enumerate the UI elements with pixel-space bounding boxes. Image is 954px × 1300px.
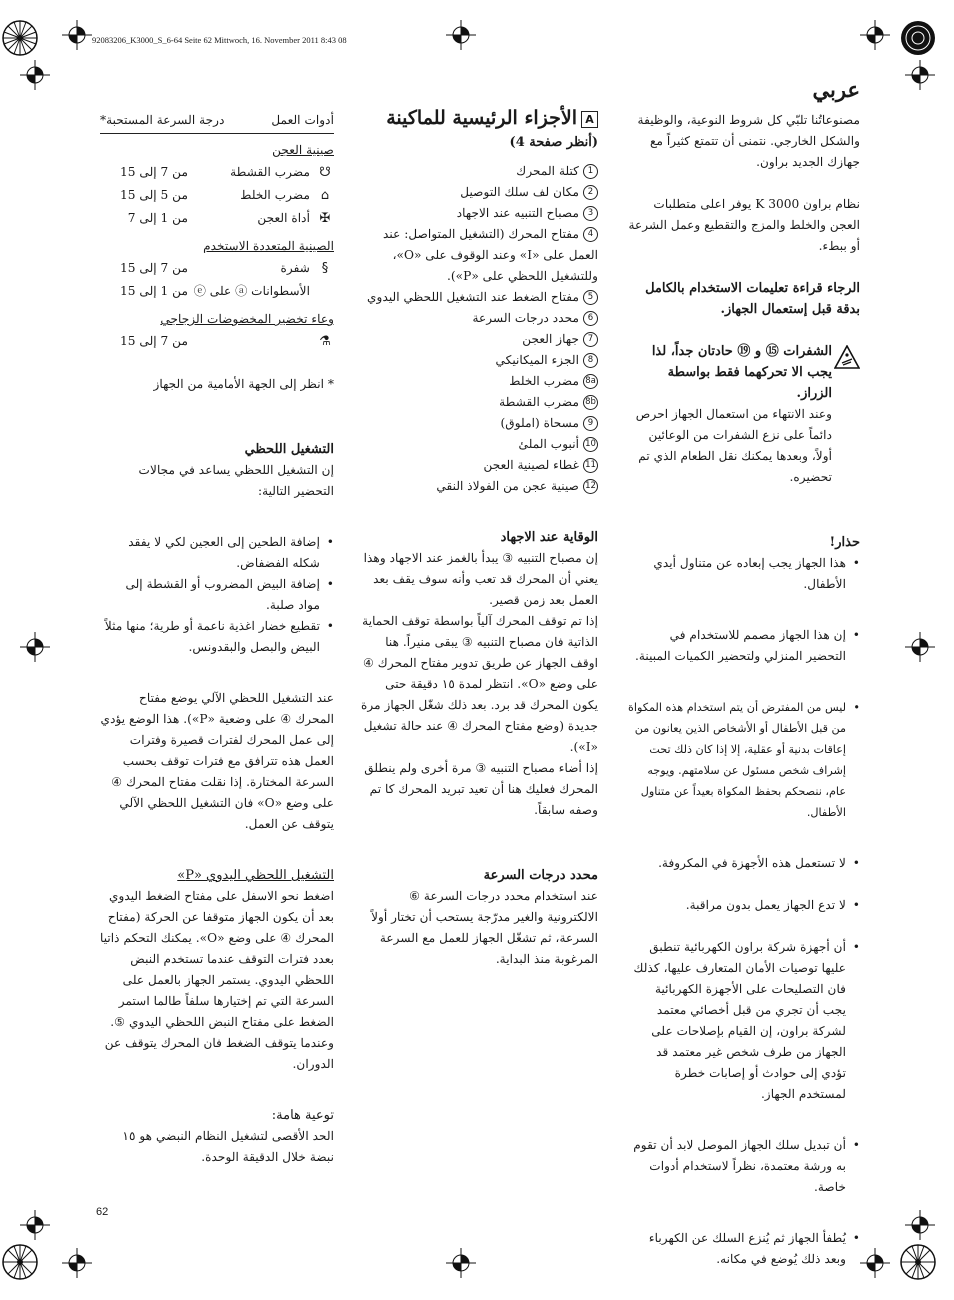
crosshair-mark-right-3 — [905, 1210, 935, 1240]
speed-table-header — [100, 110, 334, 134]
table-section-title: صينية العجن — [272, 143, 334, 157]
registration-mark-top-right — [898, 18, 938, 58]
table-section-title: وعاء تخضير المخضوضات الزجاجي — [160, 312, 334, 326]
speed-heading: محدد درجات السرعة — [483, 868, 598, 883]
pulse-intro: إن التشغيل اللحظي يساعد في مجالات التحضير التالية: — [138, 463, 334, 498]
part-number: 8b — [583, 395, 598, 410]
part-number: 9 — [583, 416, 598, 431]
page-number: 62 — [96, 1206, 109, 1218]
pulse-heading: التشغيل اللحظي — [244, 442, 334, 457]
language-title: عربي — [812, 77, 860, 102]
whisk-icon: ☋ — [319, 165, 331, 180]
table-row — [100, 330, 334, 353]
part-label: كتلة المحرك — [516, 164, 579, 178]
tool-name: مضرب القشطة — [230, 165, 310, 179]
crosshair-mark-bottom-3 — [860, 1248, 890, 1278]
blade-icon: § — [321, 261, 329, 276]
part-item — [360, 392, 598, 413]
speed-paragraph: عند استخدام محدد درجات السرعة ⑥ الالكترونية والغير مدرّجة يستحب أن تختار أولاً السرعة، ثم تشغّل الجهاز للعمل مع السرعة المرغوبة منذ البداية. — [371, 889, 598, 966]
table-row — [100, 257, 334, 280]
dough-hook-icon: ✠ — [319, 211, 331, 226]
tool-name: مضرب الخلط — [240, 188, 310, 202]
pulse-bullet: • إضافة الطحين إلى العجين لكي لا يفقد شكله الفضفاض. — [100, 532, 334, 574]
part-label: مفتاح الضغط عند التشغيل اللحظي اليدوي — [367, 290, 579, 304]
caution-bullet: • هذا الجهاز يجب إبعاده عن متناول أيدي الأطفال. — [628, 553, 860, 595]
part-item — [360, 455, 598, 476]
part-label: غطاء لصينية العجن — [483, 458, 579, 472]
left-column — [100, 110, 334, 1168]
part-item — [360, 476, 598, 497]
crosshair-mark-right-2 — [905, 632, 935, 662]
crosshair-mark-left-3 — [20, 1210, 50, 1240]
warning-triangle-icon — [834, 345, 860, 369]
speed-range: من 7 إلى 15 — [120, 165, 188, 179]
speed-range: من 7 إلى 15 — [120, 261, 188, 275]
note-paragraph: الحد الأقصى لتشغيل النظام النبضي هو ١٥ نبضة خلال الدقيقة الوحدة. — [122, 1129, 334, 1164]
part-label: مسحاة (املوق) — [500, 416, 579, 430]
part-item — [360, 434, 598, 455]
part-label: جهاز العجن — [522, 332, 579, 346]
part-item — [360, 224, 598, 287]
part-label: مضرب القشطة — [499, 395, 579, 409]
part-label: محدد درجات السرعة — [472, 311, 579, 325]
caution-bullet: • أن أجهزة شركة براون الكهربائية تنطبق عليها توصيات الأمان المتعارف عليها، كذلك فان التصليحات على الأجهزة الكهربائية يجب أن تجري من قبل أخصائي معتمد لشركة براون، إن القيام بإصلاحات على الجهاز من طرف شخص غير معتمد قد تؤدي إلى حوادث أو إصابات خطرة لمستخدم الجهاز. — [628, 937, 860, 1105]
table-section-title: الصينية المتعددة الاستخدم — [203, 239, 334, 253]
crosshair-mark-left-1 — [20, 60, 50, 90]
registration-mark-top-left — [0, 18, 40, 58]
table-head-tool: أدوات العمل — [271, 113, 334, 127]
crosshair-mark-bottom-1 — [62, 1248, 92, 1278]
caution-bullet: • لا تستعمل هذه الأجهزة في المكروفة. — [628, 853, 860, 874]
blade-warning-bold: الشفرات ⑮ و ⑲ حادتان جداً، لذا يجب الا تحركهما فقط بواسطة الزراز. — [651, 344, 832, 401]
manual-pulse-paragraph: اضغط نحو الاسفل على مفتاح الضغط اليدوي بعد أن يكون الجهاز متوقفا عن الحركة (مفتاح المحرك ④ على وضع «O». يمكنك التحكم ذاتيا بعدد فترات التوقف عندما تستخدم النبض اللحظي اليدوي. يستمر الجهاز بالعمل على السرعة التي تم إختيارها سلفاً طالما استمر الضغط على مفتاح النبض اللحظي اليدوي ⑤. وعندما يتوقف الضغط فان المحرك يتوقف عن الدوران. — [99, 889, 334, 1071]
part-item — [360, 287, 598, 308]
speed-range: من 1 إلى 7 — [127, 211, 188, 225]
part-label: صينية عجن من الفولاذ النقي — [436, 479, 579, 493]
table-footnote: * انظر إلى الجهة الأمامية من الجهاز — [153, 377, 334, 391]
crosshair-mark-top-2 — [446, 20, 476, 50]
speed-range: من 7 إلى 15 — [120, 334, 188, 348]
speed-table — [100, 140, 334, 353]
part-item — [360, 161, 598, 182]
crosshair-mark-top-1 — [62, 20, 92, 50]
parts-figure-label: A — [581, 111, 598, 128]
tool-name: الأسطوانات ⓐ على ⓔ — [193, 284, 310, 298]
part-label: مصباح التنبيه عند الاجهاد — [456, 206, 579, 220]
note-heading: توعية هامة: — [271, 1108, 334, 1123]
table-row — [100, 207, 334, 230]
middle-column — [360, 104, 598, 970]
part-number: 1 — [583, 164, 598, 179]
blade-warning — [628, 341, 860, 488]
part-label: أنبوب الملئ — [518, 437, 579, 451]
overload-paragraph: إذا تم توقف المحرك آلياً بواسطة توقف الحماية الذاتية فان مصباح التنبيه ③ يبقى منيراً. هنا اوقف الجهاز عن طريق تدوير مفتاح المحرك ④ على وضع «O». انتظر لمدة ١٥ دقيقة حتى يكون المحرك قد برد. بعد ذلك شغّل الجهاز مرة جديدة (وضع مفتاح المحرك ④ عند حالة تشغيل «I»). — [360, 614, 598, 754]
caution-bullet: • ليس من المفترض أن يتم استخدام هذه المكواة من قبل الأطفال أو الأشخاص الذين يعانون من إعاقات بدنية أو عقلية، إلا إذا كان ذلك تحت إشراف شخص مسئول عن سلامتهم. ويوجه عام، ننصحكم بحفظ المكواة بعيداً عن متناول الأطفال. — [628, 697, 860, 823]
table-head-speed: درجة السرعة المستحبة* — [100, 113, 225, 127]
part-number: 7 — [583, 332, 598, 347]
part-number: 5 — [583, 290, 598, 305]
crosshair-mark-left-2 — [20, 632, 50, 662]
caution-bullet: • أن تبديل سلك الجهاز الموصل لابد أن تقوم به ورشة معتمدة، نظراً لاستخدام أدوات خاصة. — [628, 1135, 860, 1198]
intro-paragraph-2: نظام براون K 3000 يوفر اعلى متطلبات العجن والخلط والمزج والتقطيع وعمل الشرعة أو ببطء. — [628, 197, 860, 253]
part-label: مضرب الخلط — [509, 374, 579, 388]
part-number: 2 — [583, 185, 598, 200]
table-row — [100, 280, 334, 303]
blender-icon: ⚗ — [319, 334, 331, 349]
parts-title: Aالأجزاء الرئيسية للماكينة — [360, 104, 598, 132]
part-item — [360, 182, 598, 203]
caution-heading: حذار! — [829, 535, 860, 550]
right-column — [628, 76, 860, 1270]
part-number: 10 — [583, 437, 598, 452]
registration-mark-bottom-right — [898, 1242, 938, 1282]
pulse-bullet: • تقطيع خضار اغذية ناعمة أو طرية؛ منها مثلاً البيض والبصل والبقدونس. — [100, 616, 334, 658]
part-number: 11 — [583, 458, 598, 473]
part-number: 3 — [583, 206, 598, 221]
print-slug: 92083206_K3000_S_6-64 Seite 62 Mittwoch, 16. November 2011 8:43 08 — [92, 35, 347, 45]
part-number: 12 — [583, 479, 598, 494]
parts-subtitle: (أنظر صفحة 4) — [509, 135, 598, 150]
part-label: الجزء الميكانيكي — [495, 353, 579, 367]
speed-range: من 5 إلى 15 — [120, 188, 188, 202]
crosshair-mark-bottom-2 — [446, 1248, 476, 1278]
part-item — [360, 371, 598, 392]
tool-name: شفرة — [280, 261, 310, 275]
table-row — [100, 184, 334, 207]
pulse-bullet: • إضافة البيض المضروب أو القشطة إلى مواد صلبة. — [100, 574, 334, 616]
caution-bullet: • إن هذا الجهاز مصمم للاستخدام في التحضير المنزلي ولتحضير الكميات المبينة. — [628, 625, 860, 667]
table-row — [100, 161, 334, 184]
registration-mark-bottom-left — [0, 1242, 40, 1282]
tool-name: أداة العجن — [257, 211, 310, 225]
part-item — [360, 413, 598, 434]
crosshair-mark-top-3 — [860, 20, 890, 50]
caution-bullet: • لا تدع الجهاز يعمل بدون مراقبة. — [628, 895, 860, 916]
part-number: 6 — [583, 311, 598, 326]
speed-range: من 1 إلى 15 — [120, 284, 188, 298]
intro-paragraph-1: مصنوعاتُنا تلبّي كل شروط النوعية، والوظيفة والشكل الخارجي. نتمنى أن تتمتع كثيراً مع جهازك الجديد براون. — [637, 113, 860, 169]
part-item — [360, 308, 598, 329]
manual-pulse-heading: التشغيل اللحظي اليدوي «P» — [177, 868, 334, 883]
caution-bullet: • يُطفأ الجهاز ثم يُنزع السلك عن الكهرباء وبعد ذلك يُوضع في مكانه. — [628, 1228, 860, 1270]
instructions-heading: الرجاء قراءة تعليمات الاستخدام بالكامل بدقة قبل إستعمال الجهاز. — [645, 281, 860, 317]
part-item — [360, 329, 598, 350]
part-item — [360, 203, 598, 224]
auto-pulse-paragraph: عند التشغيل اللحظي الآلي يوضع مفتاح المحرك ④ على وضعية «P»). هذا الوضع يؤدي إلى عمل المحرك لفترات قصيرة وفترات العمل هذه تترافق مع فترات توقف بحسب السرعة المختارة. إذا نقلت مفتاح المحرك ④ على وضع «O» فان التشغيل اللحظي الآلي يتوقف عن العمل. — [100, 691, 334, 831]
beater-icon: ⌂ — [320, 188, 330, 203]
part-number: 8a — [583, 374, 598, 389]
overload-heading: الوقاية عند الاجهاد — [500, 530, 598, 545]
parts-list — [360, 161, 598, 497]
part-label: مفتاح المحرك (التشغيل المتواصل: عند العمل على «I» وعند الوقوف على «O»، وللتشغيل اللحظي على «P»). — [383, 227, 598, 283]
overload-paragraph: إن مصباح التنبيه ③ يبدأ بالغمز عند الاجهاد وهذا يعني أن المحرك قد تعب وأنه سوف يقف بعد العمل بعد زمن قصير. — [363, 551, 598, 607]
overload-paragraph: إذا أضاء مصباح التنبيه ③ مرة أخرى ولم ينطلق المحرك فعليك هنا أن تعيد تبريد المحرك كا تم وصفه سابقاً. — [364, 761, 598, 817]
part-item — [360, 350, 598, 371]
blade-warning-text: وعند الانتهاء من استعمال الجهاز احرص دائماً على نزع الشفرات من الوعائين أولاً، وبعدها يمكنك نقل الطعام الذي تم تحضيره. — [635, 407, 832, 484]
part-number: 4 — [583, 227, 598, 242]
part-number: 8 — [583, 353, 598, 368]
part-label: مكان لف سلك التوصيل — [460, 185, 579, 199]
crosshair-mark-right-1 — [905, 60, 935, 90]
